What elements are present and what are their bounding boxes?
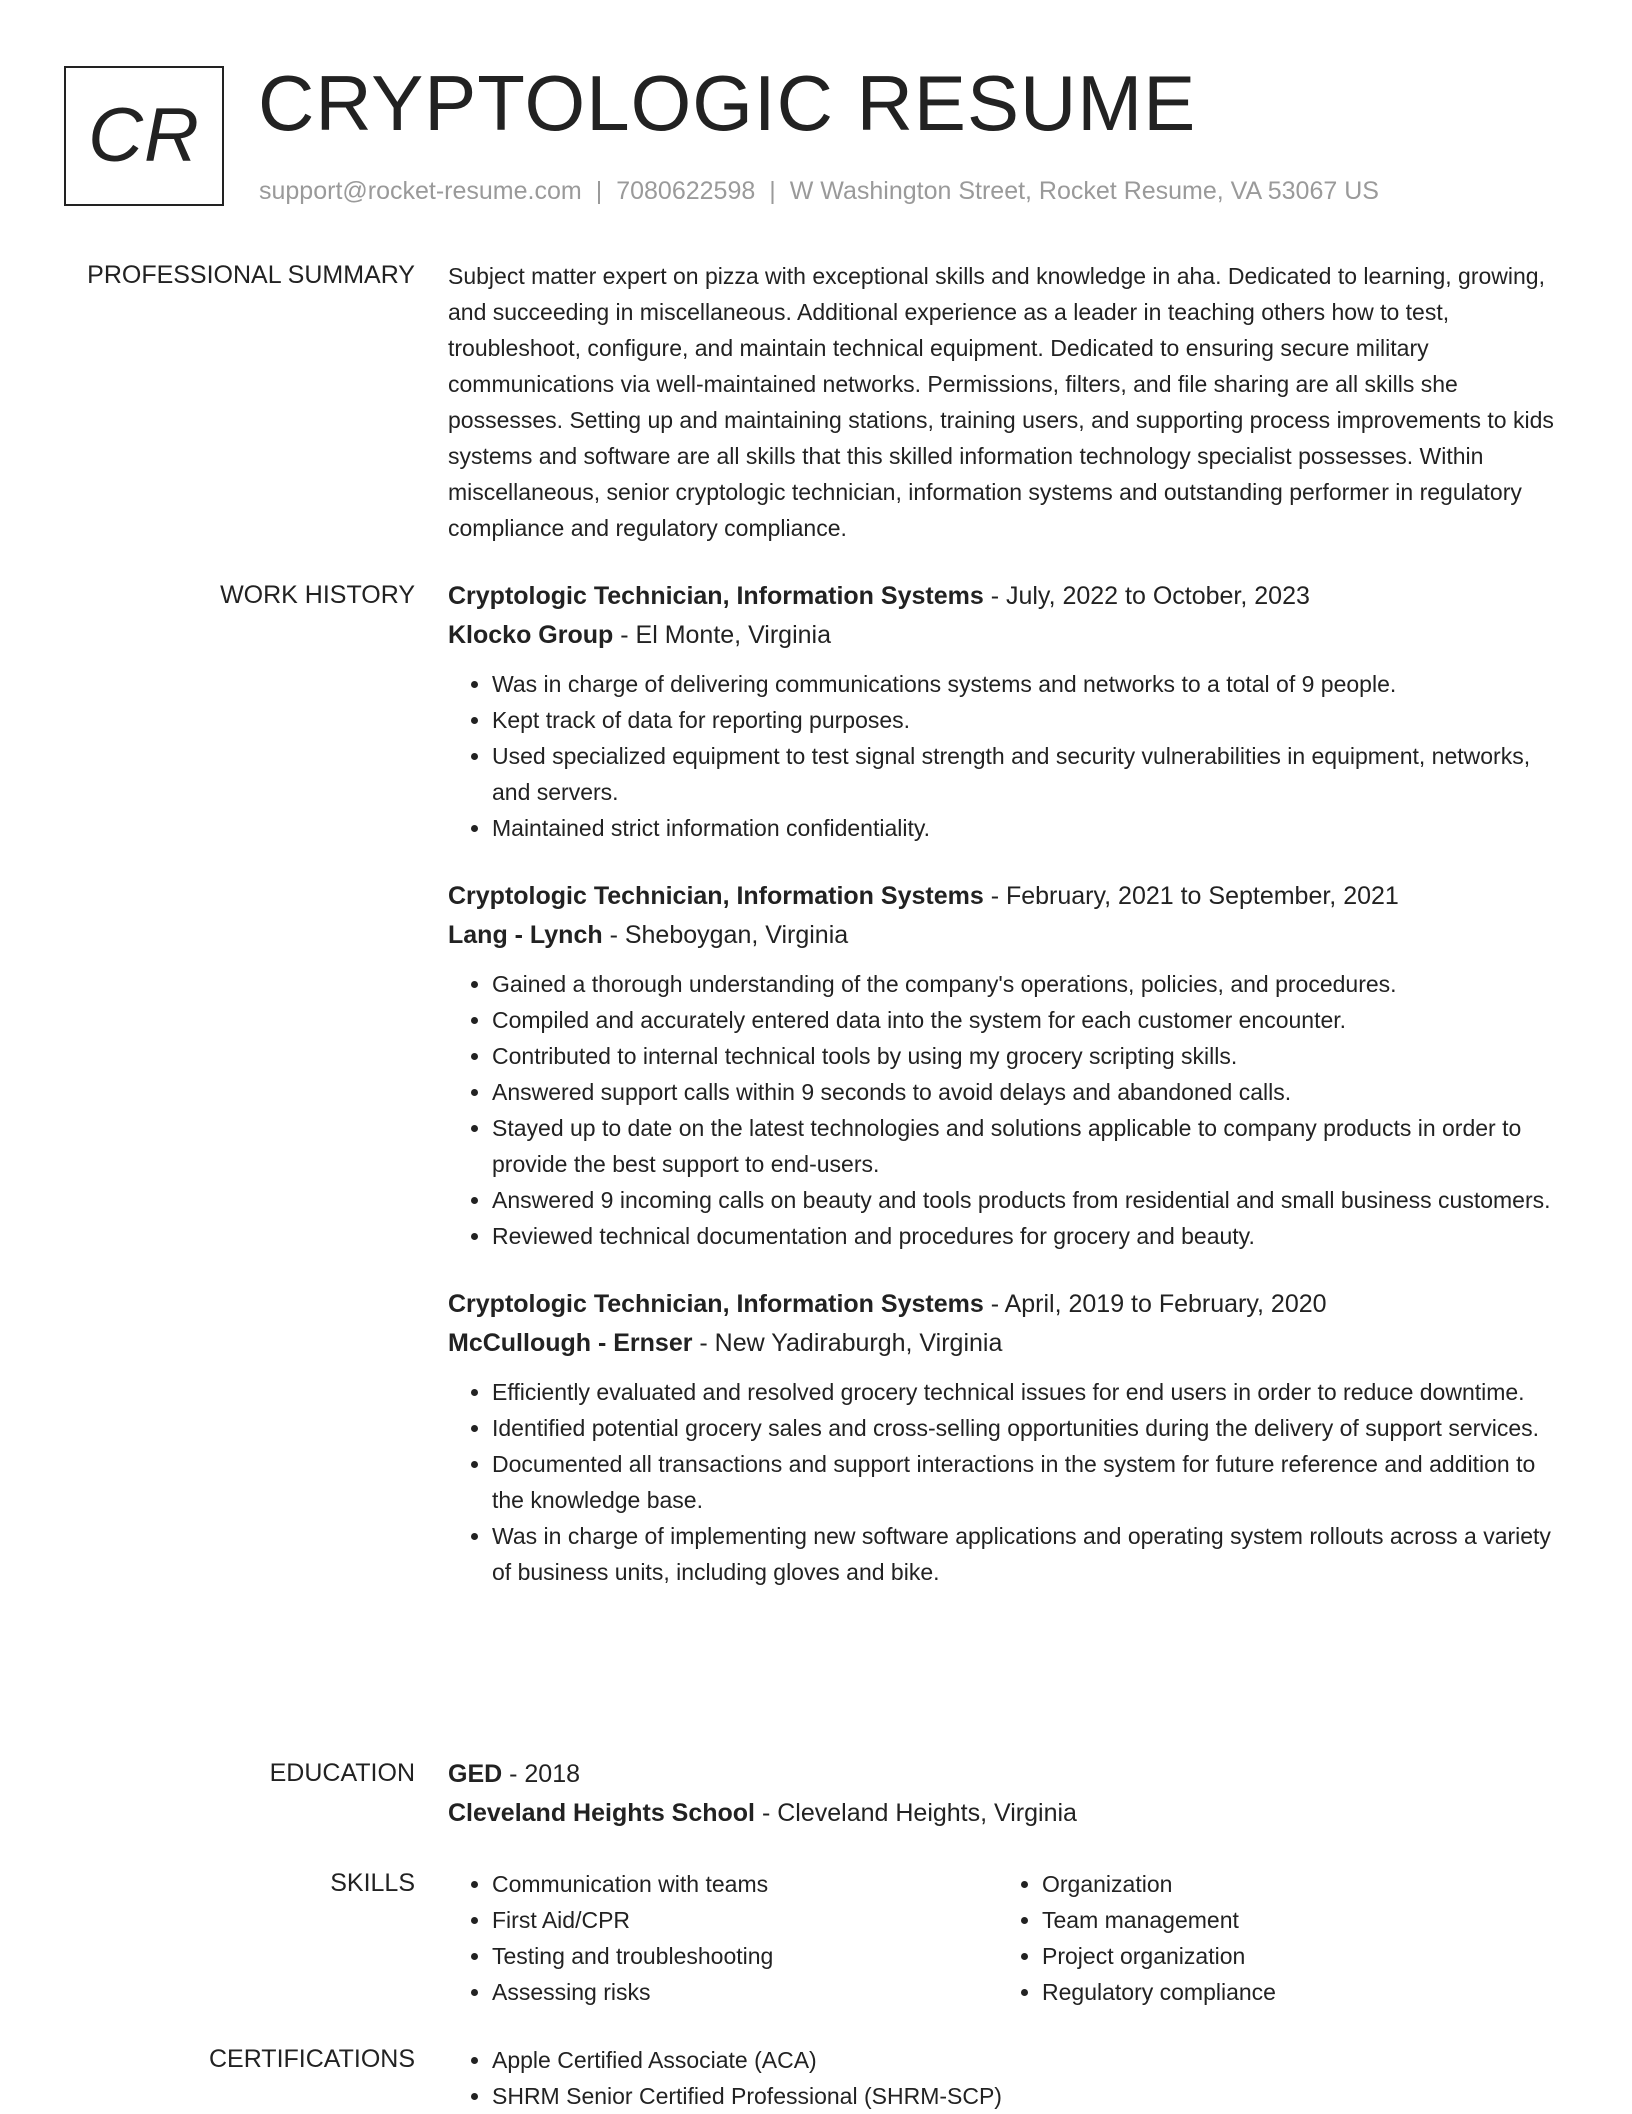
contact-address: W Washington Street, Rocket Resume, VA 53067 US xyxy=(789,177,1379,205)
certification-item: • Apple Certified Associate (ACA) xyxy=(492,2042,1568,2078)
contact-separator: | xyxy=(595,177,603,205)
job-bullet: • Gained a thorough understanding of the company's operations, policies, and procedures. xyxy=(492,966,1568,1002)
job-title: Cryptologic Technician, Information Systems xyxy=(448,1290,984,1318)
job-bullet: • Used specialized equipment to test signal strength and security vulnerabilities in equipment, networks, and servers. xyxy=(492,738,1568,810)
education-location: - Cleveland Heights, Virginia xyxy=(755,1799,1077,1827)
certification-item: • SHRM Senior Certified Professional (SHRM-SCP) xyxy=(492,2078,1568,2114)
skill-item: • Communication with teams xyxy=(492,1866,998,1902)
job-bullet: • Reviewed technical documentation and procedures for grocery and beauty. xyxy=(492,1218,1568,1254)
job-bullets xyxy=(448,1374,1568,1590)
education-degree: GED xyxy=(448,1760,503,1788)
section-label-certifications: CERTIFICATIONS xyxy=(208,2045,415,2073)
job-bullet: • Efficiently evaluated and resolved grocery technical issues for end users in order to reduce downtime. xyxy=(492,1374,1568,1410)
skill-item: • Organization xyxy=(1042,1866,1548,1902)
job-location: - New Yadiraburgh, Virginia xyxy=(692,1329,1003,1357)
skill-item: • Regulatory compliance xyxy=(1042,1974,1548,2010)
job-title-line xyxy=(448,1286,1568,1322)
job-bullet: • Was in charge of delivering communications systems and networks to a total of 9 people. xyxy=(492,666,1568,702)
education-body xyxy=(448,1756,1568,1831)
skills-column-left xyxy=(448,1866,998,2010)
education-school-line xyxy=(448,1795,1568,1831)
job-dates: - April, 2019 to February, 2020 xyxy=(983,1290,1327,1318)
job-entry xyxy=(448,878,1568,1254)
section-label-skills: SKILLS xyxy=(330,1869,415,1897)
work-history-body xyxy=(448,578,1568,1590)
skills-grid xyxy=(448,1866,1568,2010)
job-title-line xyxy=(448,578,1568,614)
job-bullet: • Answered support calls within 9 seconds to avoid delays and abandoned calls. xyxy=(492,1074,1568,1110)
job-bullets xyxy=(448,666,1568,846)
education-degree-line xyxy=(448,1756,1568,1792)
contact-email: support@rocket-resume.com xyxy=(259,177,582,205)
resume-title: CRYPTOLOGIC RESUME xyxy=(258,59,1197,147)
job-dates: - July, 2022 to October, 2023 xyxy=(983,582,1310,610)
skill-item: • Assessing risks xyxy=(492,1974,998,2010)
section-label-education: EDUCATION xyxy=(269,1759,415,1787)
skills-column-right xyxy=(998,1866,1548,2010)
job-bullet: • Kept track of data for reporting purposes. xyxy=(492,702,1568,738)
summary-body xyxy=(448,258,1568,546)
job-company-line xyxy=(448,617,1568,653)
job-bullet: • Stayed up to date on the latest technologies and solutions applicable to company products in order to provide the best support to end-users. xyxy=(492,1110,1568,1182)
education-year: - 2018 xyxy=(502,1760,581,1788)
job-company: Lang - Lynch xyxy=(448,921,603,949)
skill-item: • Project organization xyxy=(1042,1938,1548,1974)
certifications-body xyxy=(448,2042,1568,2114)
job-bullet: • Contributed to internal technical tools by using my grocery scripting skills. xyxy=(492,1038,1568,1074)
job-location: - Sheboygan, Virginia xyxy=(602,921,849,949)
job-title: Cryptologic Technician, Information Systems xyxy=(448,582,984,610)
job-company-line xyxy=(448,917,1568,953)
skills-list-left xyxy=(448,1866,998,2010)
job-bullet: • Was in charge of implementing new software applications and operating system rollouts across a variety of business units, including gloves and bike. xyxy=(492,1518,1568,1590)
job-company-line xyxy=(448,1325,1568,1361)
skills-body xyxy=(448,1866,1568,2010)
section-label-summary: PROFESSIONAL SUMMARY xyxy=(87,261,415,289)
job-bullet: • Compiled and accurately entered data into the system for each customer encounter. xyxy=(492,1002,1568,1038)
monogram-box xyxy=(64,66,224,206)
skills-list-right xyxy=(998,1866,1548,2010)
job-entry xyxy=(448,578,1568,846)
summary-text: Subject matter expert on pizza with exceptional skills and knowledge in aha. Dedicated to learning, growing, and succeeding in miscellaneous. Additional experience as a leader in teaching others how to test, troubleshoot, configure, and maintain technical equipment. Dedicated to ensuring secure military communications via well-maintained networks. Permissions, filters, and file sharing are all skills she possesses. Setting up and maintaining stations, training users, and supporting process improvements to kids systems and software are all skills that this skilled information technology specialist possesses. Within miscellaneous, senior cryptologic technician, information systems and outstanding performer in regulatory compliance and regulatory compliance. xyxy=(448,263,1554,541)
job-company: Klocko Group xyxy=(448,621,614,649)
monogram-initials: CR xyxy=(88,93,200,178)
education-school: Cleveland Heights School xyxy=(448,1799,756,1827)
section-label-work-history: WORK HISTORY xyxy=(220,581,415,609)
job-bullet: • Identified potential grocery sales and cross-selling opportunities during the delivery of support services. xyxy=(492,1410,1568,1446)
certifications-list xyxy=(448,2042,1568,2114)
job-title: Cryptologic Technician, Information Systems xyxy=(448,882,984,910)
contact-phone: 7080622598 xyxy=(616,177,756,205)
job-company: McCullough - Ernser xyxy=(448,1329,693,1357)
skill-item: • Testing and troubleshooting xyxy=(492,1938,998,1974)
job-bullet: • Answered 9 incoming calls on beauty and tools products from residential and small business customers. xyxy=(492,1182,1568,1218)
job-dates: - February, 2021 to September, 2021 xyxy=(983,882,1399,910)
skill-item: • First Aid/CPR xyxy=(492,1902,998,1938)
job-location: - El Monte, Virginia xyxy=(613,621,831,649)
job-bullets xyxy=(448,966,1568,1254)
job-bullet: • Documented all transactions and support interactions in the system for future reference and addition to the knowledge base. xyxy=(492,1446,1568,1518)
job-title-line xyxy=(448,878,1568,914)
skill-item: • Team management xyxy=(1042,1902,1548,1938)
contact-line xyxy=(259,174,1379,208)
job-bullet: • Maintained strict information confidentiality. xyxy=(492,810,1568,846)
job-entry xyxy=(448,1286,1568,1590)
contact-separator: | xyxy=(769,177,776,205)
